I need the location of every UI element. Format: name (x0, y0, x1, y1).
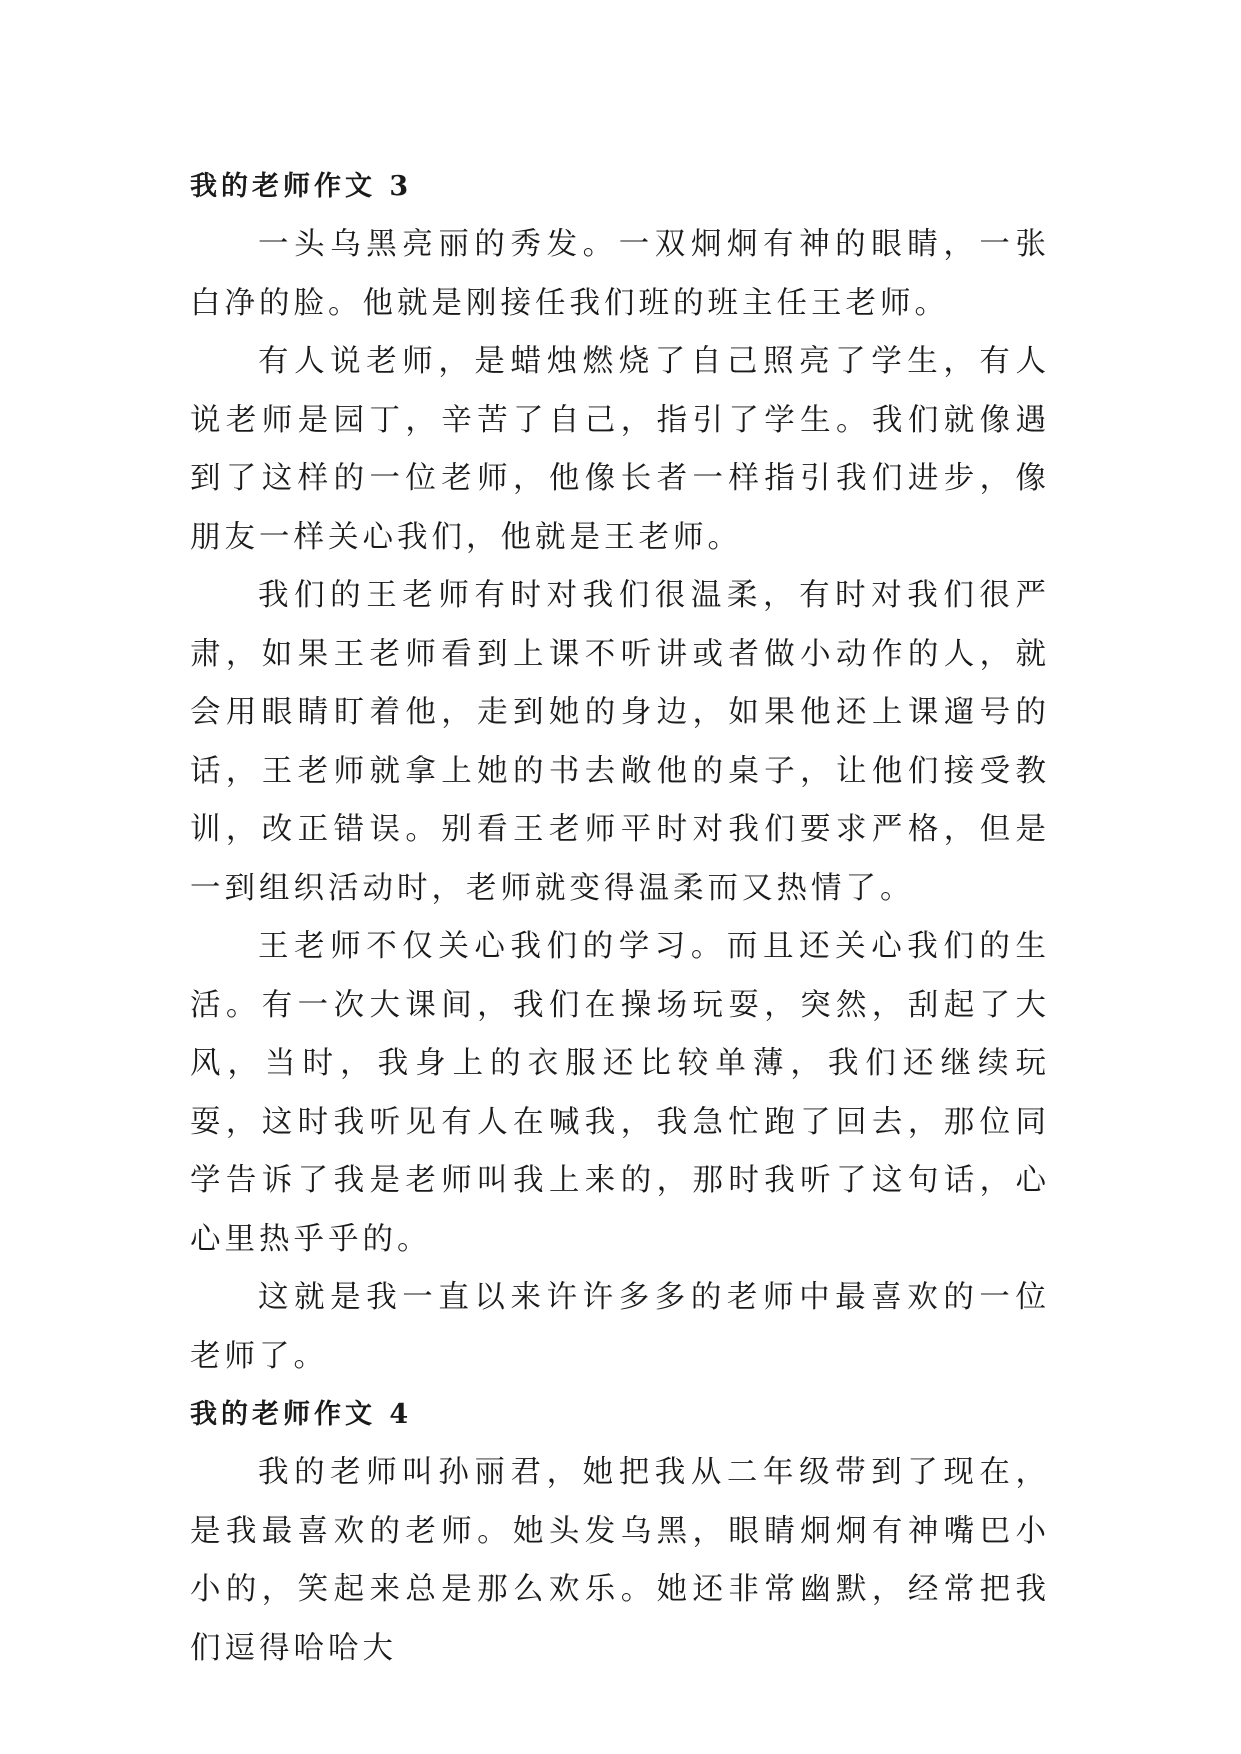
document-body (190, 158, 1050, 1678)
paragraph: 我们的王老师有时对我们很温柔，有时对我们很严肃，如果王老师看到上课不听讲或者做小动作的人，就会用眼睛盯着他，走到她的身边，如果他还上课遛号的话，王老师就拿上她的书去敞他的桌子，让他们接受教训，改正错误。别看王老师平时对我们要求严格，但是一到组织活动时，老师就变得温柔而又热情了。 (190, 578, 1050, 906)
paragraph: 有人说老师，是蜡烛燃烧了自己照亮了学生，有人说老师是园丁，辛苦了自己，指引了学生。我们就像遇到了这样的一位老师，他像长者一样指引我们进步，像朋友一样关心我们，他就是王老师。 (190, 344, 1050, 555)
essay-title-3: 我的老师作文 3 (190, 171, 413, 202)
paragraph: 一头乌黑亮丽的秀发。一双炯炯有神的眼睛，一张白净的脸。他就是刚接任我们班的班主任王老师。 (190, 227, 1050, 321)
paragraph: 这就是我一直以来许许多多的老师中最喜欢的一位老师了。 (190, 1280, 1050, 1374)
essay-title-4: 我的老师作文 4 (190, 1399, 413, 1430)
paragraph: 我的老师叫孙丽君，她把我从二年级带到了现在，是我最喜欢的老师。她头发乌黑，眼睛炯炯有神嘴巴小小的，笑起来总是那么欢乐。她还非常幽默，经常把我们逗得哈哈大 (190, 1455, 1050, 1666)
paragraph: 王老师不仅关心我们的学习。而且还关心我们的生活。有一次大课间，我们在操场玩耍，突然，刮起了大风，当时，我身上的衣服还比较单薄，我们还继续玩耍，这时我听见有人在喊我，我急忙跑了回去，那位同学告诉了我是老师叫我上来的，那时我听了这句话，心心里热乎乎的。 (190, 929, 1050, 1257)
